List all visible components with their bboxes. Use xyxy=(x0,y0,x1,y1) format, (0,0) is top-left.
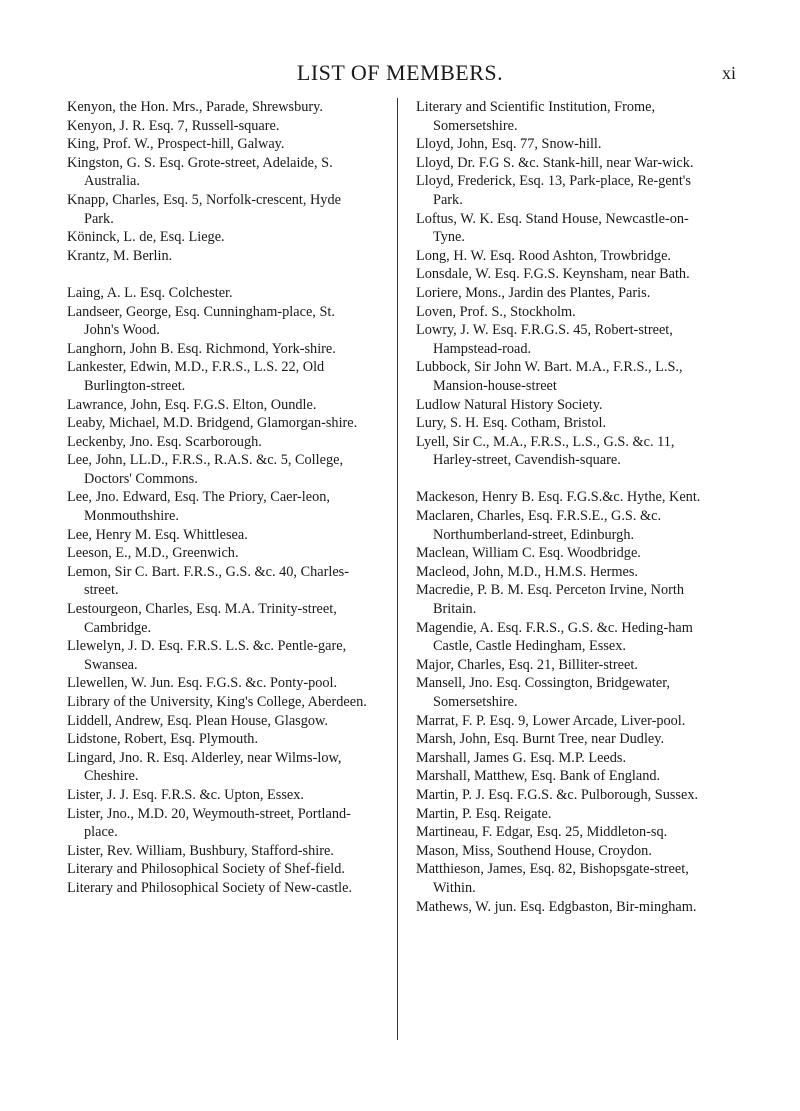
member-entry: Laing, A. L. Esq. Colchester. xyxy=(67,284,233,301)
member-entry: Lonsdale, W. Esq. F.G.S. Keynsham, near Bath. xyxy=(416,266,690,283)
member-entry: Lankester, Edwin, M.D., F.R.S., L.S. 22, Old Burlington-street. xyxy=(67,359,325,394)
member-entry: Mackeson, Henry B. Esq. F.G.S.&c. Hythe, Kent. xyxy=(416,489,701,506)
member-entry: Lubbock, Sir John W. Bart. M.A., F.R.S., L.S., Mansion-house-street xyxy=(416,359,683,394)
member-entry: Lingard, Jno. R. Esq. Alderley, near Wilms-low, Cheshire. xyxy=(67,749,342,785)
member-entry: Leckenby, Jno. Esq. Scarborough. xyxy=(67,433,262,450)
member-entry: Lee, John, LL.D., F.R.S., R.A.S. &c. 5, College, Doctors' Commons. xyxy=(67,452,344,487)
member-entry: Macredie, P. B. M. Esq. Perceton Irvine, North Britain. xyxy=(416,582,685,618)
member-entry: Knapp, Charles, Esq. 5, Norfolk-crescent, Hyde Park. xyxy=(67,191,341,227)
page-title: LIST OF MEMBERS. xyxy=(296,60,504,85)
member-entry: Major, Charles, Esq. 21, Billiter-street. xyxy=(416,656,638,673)
member-entry: King, Prof. W., Prospect-hill, Galway. xyxy=(67,136,285,153)
member-entry: Llewellen, W. Jun. Esq. F.G.S. &c. Ponty-pool. xyxy=(67,675,338,692)
member-entry: Matthieson, James, Esq. 82, Bishopsgate-street, Within. xyxy=(416,861,689,896)
member-entry: Loriere, Mons., Jardin des Plantes, Paris. xyxy=(416,284,651,301)
member-entry: Marsh, John, Esq. Burnt Tree, near Dudley. xyxy=(416,731,665,748)
member-entry: Lloyd, Dr. F.G S. &c. Stank-hill, near War-wick. xyxy=(416,154,694,171)
page-number: xi xyxy=(721,63,736,83)
entry-group xyxy=(416,488,716,916)
member-entry: Köninck, L. de, Esq. Liege. xyxy=(67,229,225,246)
member-entry: Lister, J. J. Esq. F.R.S. &c. Upton, Essex. xyxy=(67,786,304,803)
member-entry: Lestourgeon, Charles, Esq. M.A. Trinity-street, Cambridge. xyxy=(67,601,337,636)
member-entry: Liddell, Andrew, Esq. Plean House, Glasgow. xyxy=(67,712,329,729)
member-entry: Marrat, F. P. Esq. 9, Lower Arcade, Liver-pool. xyxy=(416,712,686,729)
member-entry: Macleod, John, M.D., H.M.S. Hermes. xyxy=(416,563,638,580)
member-entry: Lury, S. H. Esq. Cotham, Bristol. xyxy=(416,415,607,432)
column-divider xyxy=(397,98,398,1040)
member-entry: Literary and Philosophical Society of Shef-field. xyxy=(67,861,345,878)
member-entry: Lemon, Sir C. Bart. F.R.S., G.S. &c. 40, Charles-street. xyxy=(67,563,350,599)
member-entry: Marshall, James G. Esq. M.P. Leeds. xyxy=(416,749,627,766)
member-entry: Kenyon, J. R. Esq. 7, Russell-square. xyxy=(67,117,280,134)
entry-group xyxy=(416,98,716,470)
member-entry: Long, H. W. Esq. Rood Ashton, Trowbridge. xyxy=(416,247,671,264)
member-entry: Kenyon, the Hon. Mrs., Parade, Shrewsbury. xyxy=(67,99,323,115)
member-entry: Martineau, F. Edgar, Esq. 25, Middleton-sq. xyxy=(416,824,668,841)
group-gap xyxy=(67,265,367,284)
member-entry: Literary and Scientific Institution, Frome, Somersetshire. xyxy=(416,99,656,134)
member-entry: Lawrance, John, Esq. F.G.S. Elton, Oundle. xyxy=(67,396,317,413)
member-entry: Llewelyn, J. D. Esq. F.R.S. L.S. &c. Pentle-gare, Swansea. xyxy=(67,638,347,673)
entry-group xyxy=(67,284,367,898)
member-entry: Loftus, W. K. Esq. Stand House, Newcastle-on-Tyne. xyxy=(416,210,689,246)
member-entry: Library of the University, King's College, Aberdeen. xyxy=(67,694,367,710)
member-entry: Mansell, Jno. Esq. Cossington, Bridgewater, Somersetshire. xyxy=(416,675,670,710)
member-entry: Maclaren, Charles, Esq. F.R.S.E., G.S. &c. Northumberland-street, Edinburgh. xyxy=(416,508,662,543)
member-entry: Mathews, W. jun. Esq. Edgbaston, Bir-mingham. xyxy=(416,898,697,915)
member-entry: Literary and Philosophical Society of New-castle. xyxy=(67,879,353,896)
member-entry: Lyell, Sir C., M.A., F.R.S., L.S., G.S. &c. 11, Harley-street, Cavendish-square. xyxy=(416,433,675,469)
member-entry: Lee, Henry M. Esq. Whittlesea. xyxy=(67,526,248,543)
member-entry: Kingston, G. S. Esq. Grote-street, Adelaide, S. Australia. xyxy=(67,154,333,190)
member-entry: Lloyd, Frederick, Esq. 13, Park-place, Re-gent's Park. xyxy=(416,173,691,208)
member-entry: Lister, Jno., M.D. 20, Weymouth-street, Portland-place. xyxy=(67,805,351,841)
member-entry: Martin, P. J. Esq. F.G.S. &c. Pulborough, Sussex. xyxy=(416,786,699,803)
member-entry: Marshall, Matthew, Esq. Bank of England. xyxy=(416,768,661,785)
member-entry: Lowry, J. W. Esq. F.R.G.S. 45, Robert-street, Hampstead-road. xyxy=(416,322,673,357)
member-entry: Lister, Rev. William, Bushbury, Stafford-shire. xyxy=(67,842,334,859)
member-entry: Magendie, A. Esq. F.R.S., G.S. &c. Heding-ham Castle, Castle Hedingham, Essex. xyxy=(416,619,693,655)
member-entry: Landseer, George, Esq. Cunningham-place, St. John's Wood. xyxy=(67,303,335,339)
member-entry: Martin, P. Esq. Reigate. xyxy=(416,805,552,822)
member-entry: Krantz, M. Berlin. xyxy=(67,247,173,264)
entry-group xyxy=(67,98,367,265)
member-entry: Mason, Miss, Southend House, Croydon. xyxy=(416,842,652,859)
member-entry: Leeson, E., M.D., Greenwich. xyxy=(67,545,239,562)
right-column xyxy=(416,98,716,916)
member-entry: Lidstone, Robert, Esq. Plymouth. xyxy=(67,731,259,748)
page-header xyxy=(0,60,800,90)
member-entry: Langhorn, John B. Esq. Richmond, York-shire. xyxy=(67,340,336,357)
member-entry: Leaby, Michael, M.D. Bridgend, Glamorgan-shire. xyxy=(67,415,358,432)
group-gap xyxy=(416,470,716,489)
member-entry: Lee, Jno. Edward, Esq. The Priory, Caer-leon, Monmouthshire. xyxy=(67,489,330,525)
member-entry: Loven, Prof. S., Stockholm. xyxy=(416,303,576,320)
member-entry: Lloyd, John, Esq. 77, Snow-hill. xyxy=(416,136,602,153)
left-column xyxy=(67,98,367,898)
member-entry: Ludlow Natural History Society. xyxy=(416,396,603,413)
member-entry: Maclean, William C. Esq. Woodbridge. xyxy=(416,545,641,562)
